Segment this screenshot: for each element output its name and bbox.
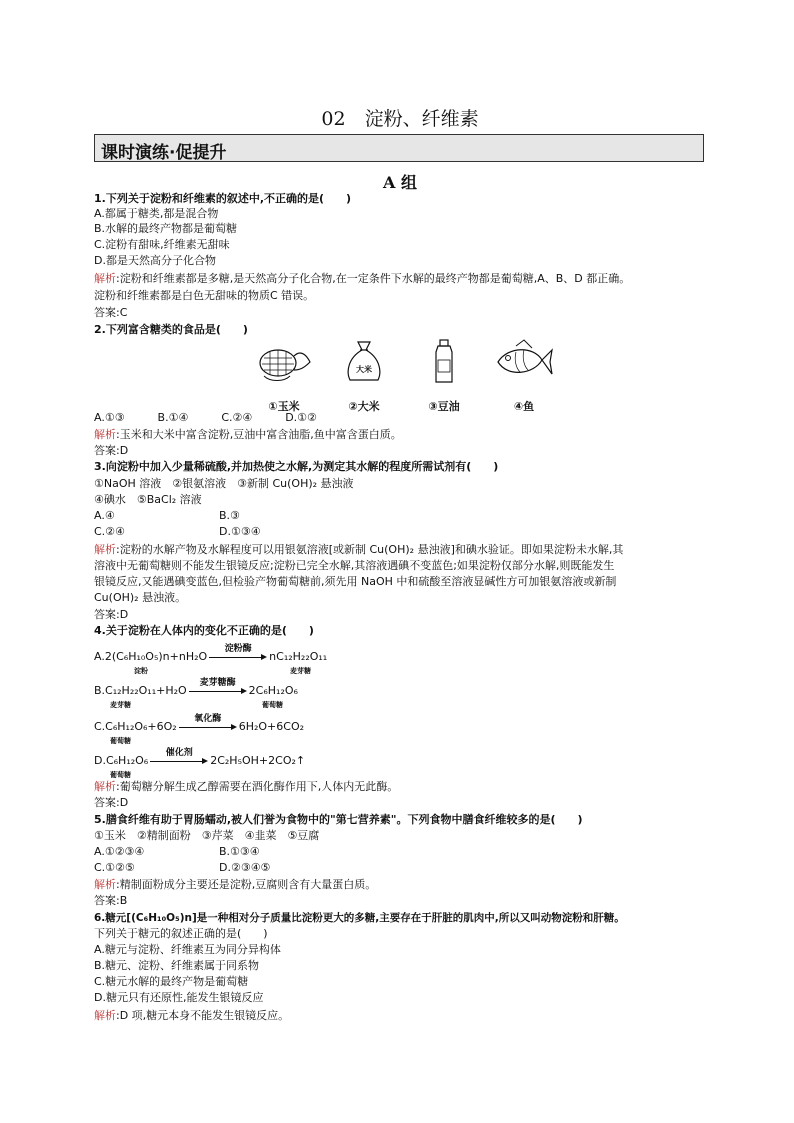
q2-stem: 2.下列富含糖类的食品是( )	[94, 323, 248, 336]
q5-stem: 5.膳食纤维有助于胃肠蠕动,被人们誉为食物中的"第七营养素"。下列食物中膳食纤维较多的是( )	[94, 813, 583, 826]
reaction-arrow	[209, 644, 267, 662]
caption-oil: ③豆油	[428, 400, 460, 413]
q3-option-b: B.③	[219, 509, 240, 522]
q4-c-condition: 氧化酶	[194, 714, 222, 724]
q2-jx-line1: :玉米和大米中富含淀粉,豆油中富含油脂,鱼中富含蛋白质。	[116, 428, 402, 441]
q5-option-a: A.①②③④	[94, 845, 145, 858]
corn-image	[254, 338, 314, 413]
q6-option-d: D.糖元只有还原性,能发生银镜反应	[94, 991, 264, 1004]
q2-explanation	[94, 428, 402, 442]
q1-stem: 1.下列关于淀粉和纤维素的叙述中,不正确的是( )	[94, 192, 352, 205]
q4-a-left: A.2(C₆H₁₀O₅)n+nH₂O	[94, 650, 208, 663]
q6-jx-line1: :D 项,糖元本身不能发生银镜反应。	[116, 1009, 290, 1022]
q3-explanation	[94, 543, 623, 557]
q3-option-d: D.①③④	[219, 525, 261, 538]
group-heading: A 组	[383, 173, 417, 192]
q4-option-c	[94, 714, 305, 733]
q1-option-c: C.淀粉有甜味,纤维素无甜味	[94, 238, 230, 251]
q2-options: A.①③ B.①④ C.②④ D.①②	[94, 411, 317, 424]
q5-option-c: C.①②⑤	[94, 861, 135, 874]
q4-d-right: 2C₂H₅OH+2CO₂↑	[210, 754, 306, 767]
caption-corn: ①玉米	[268, 400, 300, 413]
q4-option-a	[94, 644, 328, 663]
q3-jx-line1: :淀粉的水解产物及水解程度可以用银氨溶液[或新制 Cu(OH)₂ 悬浊液]和碘水验证。即如果淀粉未水解,其	[116, 543, 624, 556]
q4-b-condition: 麦芽糖酶	[199, 678, 236, 688]
q4-explanation	[94, 780, 398, 794]
q4-answer: 答案:D	[94, 796, 129, 809]
q4-b-label2: 葡萄糖	[262, 701, 283, 709]
q6-stem-line2: 下列关于糖元的叙述正确的是( )	[94, 927, 268, 940]
q3-jx-line2: 溶液中无葡萄糖则不能发生银镜反应;淀粉已完全水解,其溶液遇碘不变蓝色;如果淀粉仅部分水解,则既能发生	[94, 559, 615, 572]
q4-d-left: D.C₆H₁₂O₆	[94, 754, 149, 767]
q4-b-left: B.C₁₂H₂₂O₁₁+H₂O	[94, 684, 187, 697]
q4-jx-line1: :葡萄糖分解生成乙醇需要在酒化酶作用下,人体内无此酶。	[116, 780, 399, 793]
q5-answer: 答案:B	[94, 894, 128, 907]
q1-jx-line2: 淀粉和纤维素都是白色无甜味的物质C 错误。	[94, 289, 315, 302]
q4-a-right: nC₁₂H₂₂O₁₁	[269, 650, 328, 663]
q6-jx-label: 解析	[94, 1009, 116, 1022]
q1-jx-line1: :淀粉和纤维素都是多糖,是天然高分子化合物,在一定条件下水解的最终产物都是葡萄糖,A、B、D 都正确。	[116, 272, 631, 285]
q4-a-label1: 淀粉	[134, 667, 148, 675]
q5-jx-label: 解析	[94, 878, 116, 891]
q5-explanation	[94, 878, 376, 892]
q2-answer: 答案:D	[94, 444, 129, 457]
q3-reagents-2: ④碘水 ⑤BaCl₂ 溶液	[94, 493, 202, 506]
q6-explanation	[94, 1009, 289, 1023]
q3-jx-line3: 银镜反应,又能遇碘变蓝色,但检验产物葡萄糖前,须先用 NaOH 中和硫酸至溶液显碱性方可加银氨溶液或新制	[94, 575, 617, 588]
q5-jx-line1: :精制面粉成分主要还是淀粉,豆腐则含有大量蛋白质。	[116, 878, 377, 891]
q2-food-images	[254, 338, 554, 413]
q4-b-right: 2C₆H₁₂O₆	[248, 684, 298, 697]
q4-c-left: C.C₆H₁₂O₆+6O₂	[94, 720, 177, 733]
q4-stem: 4.关于淀粉在人体内的变化不正确的是( )	[94, 624, 314, 637]
reaction-arrow	[179, 714, 237, 732]
q4-a-label2: 麦芽糖	[290, 667, 311, 675]
q1-option-b: B.水解的最终产物都是葡萄糖	[94, 222, 238, 235]
q3-option-a: A.④	[94, 509, 115, 522]
fish-image	[494, 338, 554, 413]
q4-d-label1: 葡萄糖	[110, 771, 131, 779]
caption-rice: ②大米	[348, 400, 380, 413]
q1-answer: 答案:C	[94, 306, 128, 319]
q1-jx-label: 解析	[94, 272, 116, 285]
oil-bottle-image	[414, 338, 474, 413]
q4-option-d	[94, 748, 306, 767]
q4-d-condition: 催化剂	[165, 748, 193, 758]
q6-option-a: A.糖元与淀粉、纤维素互为同分异构体	[94, 943, 281, 956]
q6-option-c: C.糖元水解的最终产物是葡萄糖	[94, 975, 249, 988]
q4-b-label1: 麦芽糖	[110, 701, 131, 709]
q3-jx-line4: Cu(OH)₂ 悬浊液。	[94, 591, 187, 604]
q2-jx-label: 解析	[94, 428, 116, 441]
q1-option-a: A.都属于糖类,都是混合物	[94, 207, 219, 220]
q3-option-c: C.②④	[94, 525, 125, 538]
q1-option-d: D.都是天然高分子化合物	[94, 254, 216, 267]
rice-bag-image	[334, 338, 394, 413]
q3-reagents-1: ①NaOH 溶液 ②银氨溶液 ③新制 Cu(OH)₂ 悬浊液	[94, 477, 354, 490]
banner-text: 课时演练·促提升	[101, 143, 227, 163]
section-banner	[94, 134, 704, 162]
reaction-arrow	[189, 678, 247, 696]
q4-c-label1: 葡萄糖	[110, 737, 131, 745]
q5-option-b: B.①③④	[219, 845, 260, 858]
q4-a-condition: 淀粉酶	[224, 644, 252, 654]
q3-answer: 答案:D	[94, 608, 129, 621]
caption-fish: ④鱼	[513, 400, 535, 413]
q1-explanation	[94, 272, 630, 286]
q3-stem: 3.向淀粉中加入少量稀硫酸,并加热使之水解,为测定其水解的程度所需试剂有( )	[94, 460, 499, 473]
q3-jx-label: 解析	[94, 543, 116, 556]
q5-option-d: D.②③④⑤	[219, 861, 271, 874]
rice-bag-label: 大米	[356, 365, 372, 374]
q6-option-b: B.糖元、淀粉、纤维素属于同系物	[94, 959, 260, 972]
page-title: 02 淀粉、纤维素	[321, 108, 479, 130]
q4-jx-label: 解析	[94, 780, 116, 793]
q4-c-right: 6H₂O+6CO₂	[238, 720, 305, 733]
q4-option-b	[94, 678, 298, 697]
q6-stem-line1: 6.糖元[(C₆H₁₀O₅)n]是一种相对分子质量比淀粉更大的多糖,主要存在于肝脏的肌肉中,所以又叫动物淀粉和肝糖。	[94, 912, 625, 924]
q5-foods: ①玉米 ②精制面粉 ③芹菜 ④韭菜 ⑤豆腐	[94, 829, 320, 842]
reaction-arrow	[150, 748, 208, 766]
